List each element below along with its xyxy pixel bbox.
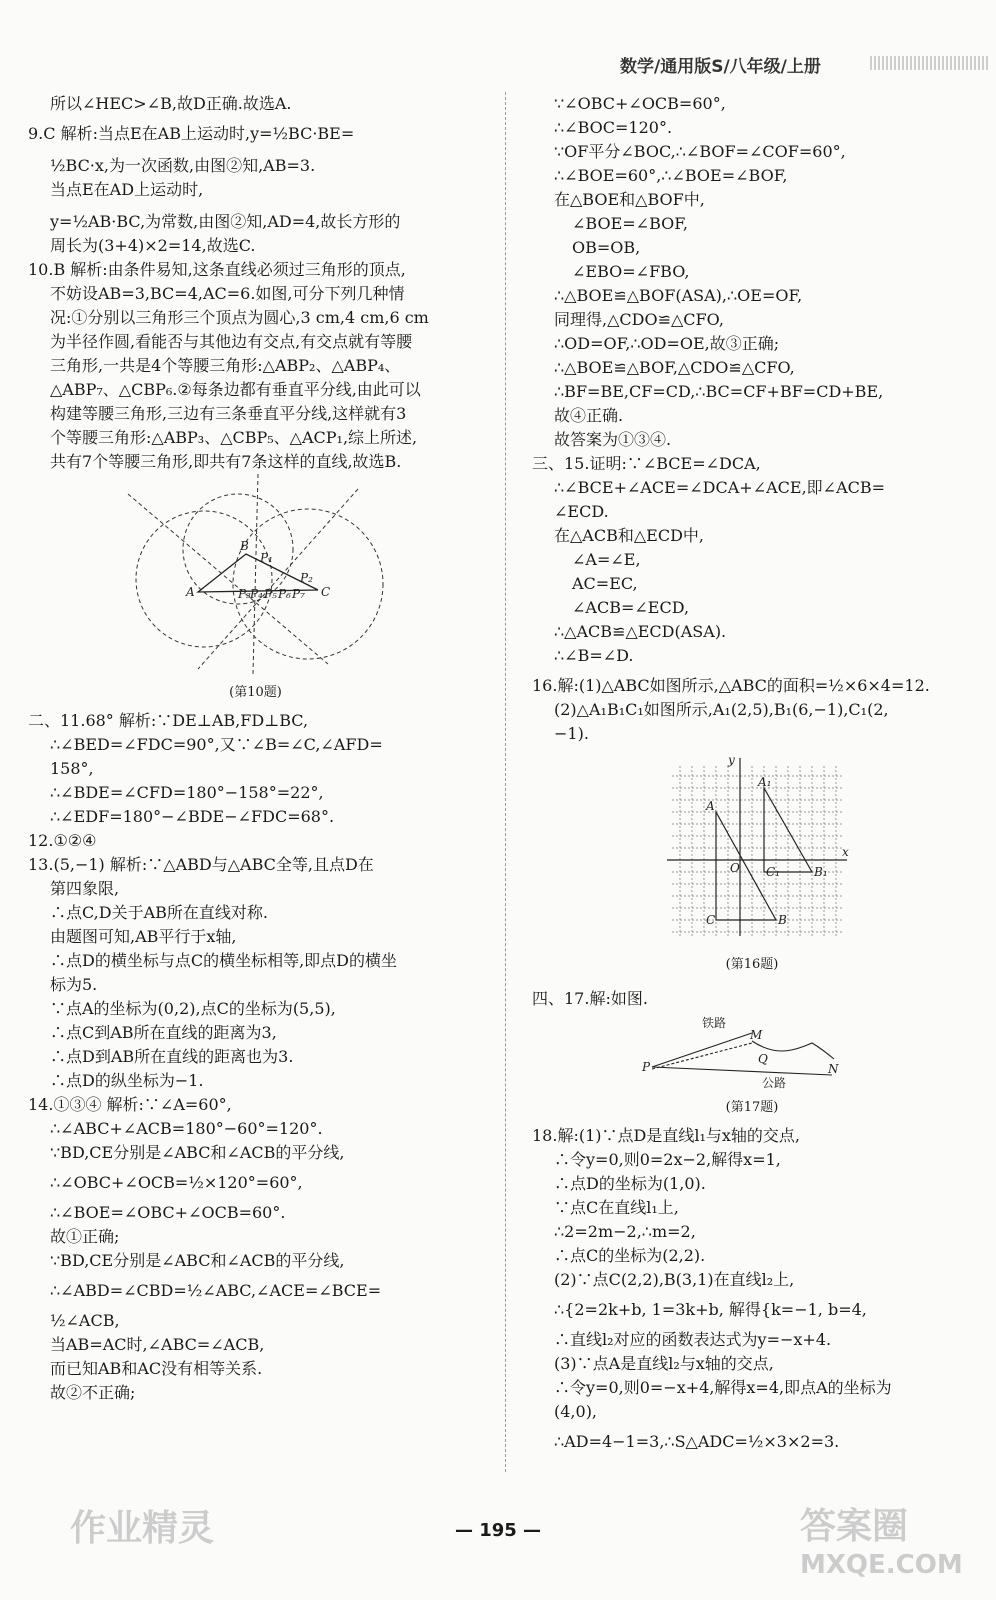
label-c1: C₁ <box>766 865 780 879</box>
text-line: ∴△BOE≌△BOF,△CDO≌△CFO, <box>554 358 795 377</box>
text-line: ∴2=2m−2,∴m=2, <box>554 1222 696 1241</box>
text-line: ∴∠ABC+∠ACB=180°−60°=120°. <box>50 1119 323 1138</box>
text-line: (2)△A₁B₁C₁如图所示,A₁(2,5),B₁(6,−1),C₁(2, <box>554 700 889 719</box>
text-line: y=½AB·BC,为常数,由图②知,AD=4,故长方形的 <box>50 212 401 231</box>
text-line: ∴∠B=∠D. <box>554 646 634 665</box>
left-column <box>28 92 483 1405</box>
label-y: y <box>728 753 735 767</box>
grid-lines <box>672 766 842 936</box>
label-p: P <box>642 1060 651 1074</box>
figure-17-caption: (第17题) <box>725 1100 779 1115</box>
text-line: ∴点D到AB所在直线的距离也为3. <box>50 1047 294 1066</box>
label-p6: P₆ <box>278 587 291 601</box>
figure-17-diagram <box>532 1011 972 1089</box>
text-line: OB=OB, <box>572 238 641 257</box>
text-line: ∠BOE=∠BOF, <box>572 214 688 233</box>
text-line: ∠ECD. <box>554 502 609 521</box>
text-line: ∴∠BOC=120°. <box>554 118 673 137</box>
label-x: x <box>842 845 849 859</box>
text-line: ∴AD=4−1=3,∴S△ADC=½×3×2=3. <box>554 1432 840 1451</box>
text-line: ∴OD=OF,∴OD=OE,故③正确; <box>554 334 780 353</box>
watermark-daanquan: 答案圈 <box>800 1506 909 1547</box>
watermark-url: MXQE.COM <box>800 1550 963 1580</box>
text-line: ∴点C的坐标为(2,2). <box>554 1246 706 1265</box>
text-line: 故①正确; <box>50 1227 120 1246</box>
highway <box>652 1067 832 1075</box>
label-p3: P₃ <box>238 587 251 601</box>
bisector-1 <box>128 494 331 664</box>
text-line: 周长为(3+4)×2=14,故选C. <box>50 236 256 255</box>
label-b: B <box>778 913 787 927</box>
label-b: B <box>240 539 249 553</box>
text-line: 同理得,△CDO≌△CFO, <box>554 310 724 329</box>
text-line: ∴∠BOE=∠OBC+∠OCB=60°. <box>50 1203 286 1222</box>
column-divider <box>505 92 506 1472</box>
label-a: A <box>706 799 715 813</box>
header-decoration <box>870 56 990 70</box>
text-line: ∴点C,D关于AB所在直线对称. <box>50 903 268 922</box>
figure-16 <box>532 746 972 977</box>
text-line: ∵∠OBC+∠OCB=60°, <box>554 94 726 113</box>
text-line: ∵BD,CE分别是∠ABC和∠ACB的平分线, <box>50 1251 345 1270</box>
page-header: 数学/通用版S/八年级/上册 <box>620 57 821 77</box>
text-line: ∴∠ABD=∠CBD=½∠ABC,∠ACE=∠BCE= <box>50 1281 382 1300</box>
text-line: 标为5. <box>50 975 98 994</box>
watermark-zuoye: 作业精灵 <box>70 1508 215 1549</box>
text-line: 个等腰三角形:△ABP₃、△CBP₅、△ACP₁,综上所述, <box>50 428 418 447</box>
label-b1: B₁ <box>814 865 828 879</box>
figure-10-diagram <box>28 474 483 674</box>
label-o: O <box>730 861 740 875</box>
text-line: ∴△BOE≌△BOF(ASA),∴OE=OF, <box>554 286 803 305</box>
text-line: 共有7个等腰三角形,即共有7条这样的直线,故选B. <box>50 452 402 471</box>
figure-17 <box>532 1011 972 1120</box>
text-line: 当点E在AD上运动时, <box>50 180 204 199</box>
text-line: 所以∠HEC>∠B,故D正确.故选A. <box>50 94 292 113</box>
label-p1: P₁ <box>260 551 273 565</box>
figure-10-caption: (第10题) <box>229 685 282 700</box>
text-line: ∴点D的坐标为(1,0). <box>554 1174 706 1193</box>
text-line: ∵点C在直线l₁上, <box>554 1198 679 1217</box>
text-line: (3)∵点A是直线l₂与x轴的交点, <box>554 1354 774 1373</box>
label-a: A <box>186 585 195 599</box>
text-line: ∴令y=0,则0=−x+4,解得x=4,即点A的坐标为 <box>554 1378 892 1397</box>
label-p7: P₇ <box>292 587 305 601</box>
text-line: ∴BF=BE,CF=CD,∴BC=CF+BF=CD+BE, <box>554 382 884 401</box>
text-line: ½BC·x,为一次函数,由图②知,AB=3. <box>50 156 316 175</box>
text-line: ∴∠EDF=180°−∠BDE−∠FDC=68°. <box>50 807 335 826</box>
label-railway: 铁路 <box>702 1016 727 1030</box>
text-line: ∴点C到AB所在直线的距离为3, <box>50 1023 277 1042</box>
text-line: ∴∠OBC+∠OCB=½×120°=60°, <box>50 1173 303 1192</box>
page-number: — 195 — <box>454 1520 542 1541</box>
text-line: −1). <box>554 724 589 743</box>
text-line: ½∠ACB, <box>50 1311 120 1330</box>
label-c: C <box>321 585 331 599</box>
text-line: 9.C 解析:当点E在AB上运动时,y=½BC·BE= <box>28 124 355 143</box>
bisector-2 <box>198 489 358 669</box>
text-line: ∵BD,CE分别是∠ABC和∠ACB的平分线, <box>50 1143 345 1162</box>
text-line: ∴直线l₂对应的函数表达式为y=−x+4. <box>554 1330 832 1349</box>
bisector <box>652 1043 752 1069</box>
text-line: 三、15.证明:∵∠BCE=∠DCA, <box>532 454 761 473</box>
label-c: C <box>706 913 716 927</box>
text-line: ∠EBO=∠FBO, <box>572 262 690 281</box>
text-line: ∴∠BED=∠FDC=90°,又∵∠B=∠C,∠AFD= <box>50 735 383 754</box>
text-line: 158°, <box>50 759 94 778</box>
text-line: △ABP₇、△CBP₆.②每条边都有垂直平分线,由此可以 <box>50 380 421 399</box>
text-line: 当AB=AC时,∠ABC=∠ACB, <box>50 1335 265 1354</box>
label-p5: P₅ <box>264 587 277 601</box>
label-m: M <box>750 1028 763 1042</box>
text-line: 16.解:(1)△ABC如图所示,△ABC的面积=½×6×4=12. <box>532 676 930 695</box>
bisector-3 <box>253 474 258 674</box>
text-line: 18.解:(1)∵点D是直线l₁与x轴的交点, <box>532 1126 800 1145</box>
text-line: ∴∠BDE=∠CFD=180°−158°=22°, <box>50 783 324 802</box>
text-line: ∠A=∠E, <box>572 550 641 569</box>
text-line: 况:①分别以三角形三个顶点为圆心,3 cm,4 cm,6 cm <box>50 308 429 327</box>
text-line: ∴点D的横坐标与点C的横坐标相等,即点D的横坐 <box>50 951 397 970</box>
text-line: 10.B 解析:由条件易知,这条直线必须过三角形的顶点, <box>28 260 406 279</box>
label-n: N <box>828 1062 839 1076</box>
text-line: 在△ACB和△ECD中, <box>554 526 705 545</box>
text-line: ∴{2=2k+b, 1=3k+b, 解得{k=−1, b=4, <box>554 1300 867 1319</box>
text-line: 四、17.解:如图. <box>532 989 648 1008</box>
text-line: 二、11.68° 解析:∵DE⊥AB,FD⊥BC, <box>28 711 309 730</box>
label-highway: 公路 <box>762 1076 787 1089</box>
text-line: ∠ACB=∠ECD, <box>572 598 690 617</box>
text-line: (2)∵点C(2,2),B(3,1)在直线l₂上, <box>554 1270 795 1289</box>
text-line: 在△BOE和△BOF中, <box>554 190 705 209</box>
text-line: 为半径作圆,看能否与其他边有交点,有交点就有等腰 <box>50 332 413 351</box>
right-column <box>532 92 972 1454</box>
figure-16-grid <box>532 746 972 946</box>
text-line: ∴点D的纵坐标为−1. <box>50 1071 204 1090</box>
text-line: 故答案为①③④. <box>554 430 672 449</box>
text-line: 14.①③④ 解析:∵∠A=60°, <box>28 1095 232 1114</box>
text-line: 故②不正确; <box>50 1383 136 1402</box>
text-line: 13.(5,−1) 解析:∵△ABD与△ABC全等,且点D在 <box>28 855 374 874</box>
text-line: ∵OF平分∠BOC,∴∠BOF=∠COF=60°, <box>554 142 846 161</box>
text-line: ∴∠BOE=60°,∴∠BOE=∠BOF, <box>554 166 788 185</box>
text-line: 第四象限, <box>50 879 120 898</box>
label-a1: A₁ <box>758 775 772 789</box>
text-line: ∵点A的坐标为(0,2),点C的坐标为(5,5), <box>50 999 336 1018</box>
text-line: 而已知AB和AC没有相等关系. <box>50 1359 263 1378</box>
railway <box>652 1033 752 1067</box>
text-line: (4,0), <box>554 1402 598 1421</box>
label-p2: P₂ <box>300 571 313 585</box>
text-line: 由题图可知,AB平行于x轴, <box>50 927 237 946</box>
text-line: ∴∠BCE+∠ACE=∠DCA+∠ACE,即∠ACB= <box>554 478 886 497</box>
label-q: Q <box>758 1052 768 1066</box>
text-line: 三角形,一共是4个等腰三角形:△ABP₂、△ABP₄、 <box>50 356 401 375</box>
figure-10 <box>28 474 483 705</box>
text-line: 不妨设AB=3,BC=4,AC=6.如图,可分下列几种情 <box>50 284 405 303</box>
text-line: ∴△ACB≌△ECD(ASA). <box>554 622 727 641</box>
circle-a <box>136 511 272 647</box>
text-line: 构建等腰三角形,三边有三条垂直平分线,这样就有3 <box>50 404 407 423</box>
text-line: 故④正确. <box>554 406 624 425</box>
text-line: 12.①②④ <box>28 831 97 850</box>
figure-16-caption: (第16题) <box>725 957 779 972</box>
label-p4: P₄ <box>250 587 263 601</box>
text-line: AC=EC, <box>572 574 638 593</box>
text-line: ∴令y=0,则0=2x−2,解得x=1, <box>554 1150 781 1169</box>
